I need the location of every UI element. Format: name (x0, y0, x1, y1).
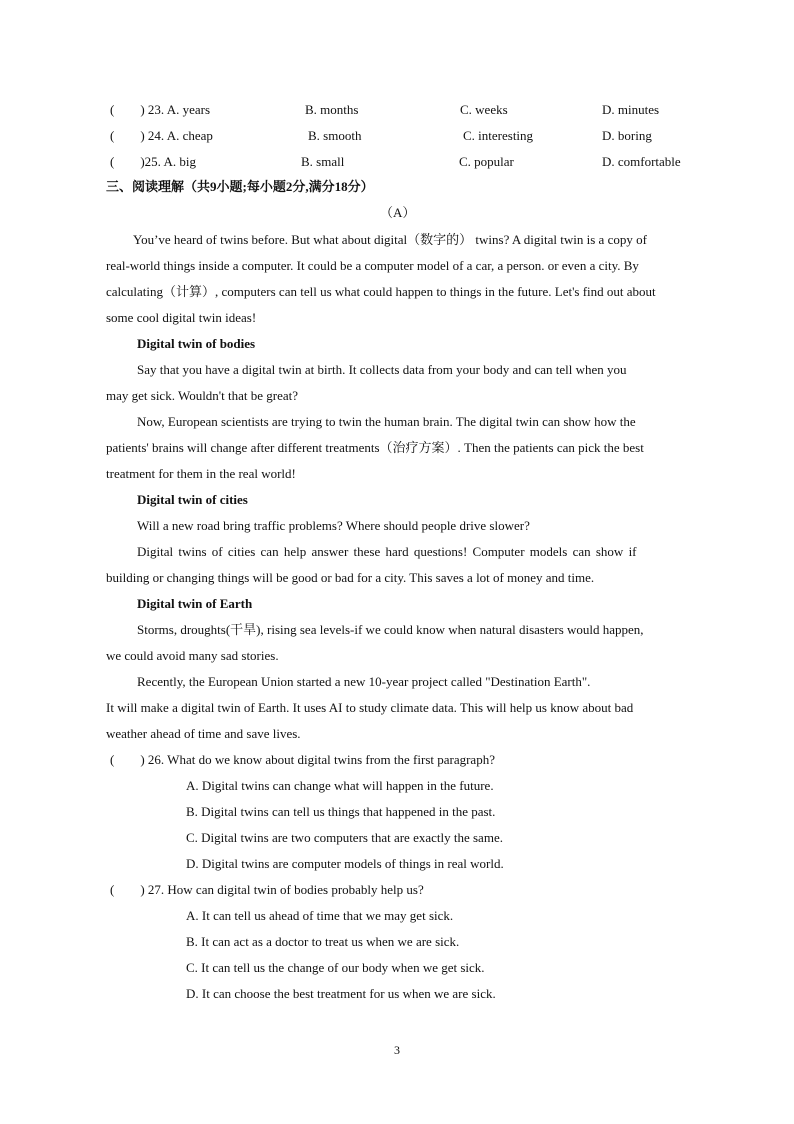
earth-line-5: weather ahead of time and save lives. (106, 726, 301, 741)
question-26-option-d: D. Digital twins are computer models of things in real world. (186, 856, 504, 871)
cities-line-3: building or changing things will be good or bad for a city. This saves a lot of money and time. (106, 570, 595, 585)
intro-line-2: real-world things inside a computer. It could be a computer model of a car, a person. or even a city. By (106, 258, 639, 273)
cloze-25-option-a: ( )25. A. big (110, 154, 196, 169)
bodies-line-4: patients' brains will change after different treatments（治疗方案）. Then the patients can pick the best (106, 440, 644, 455)
question-27-option-a: A. It can tell us ahead of time that we may get sick. (186, 908, 454, 923)
cloze-23-option-a: ( ) 23. A. years (110, 102, 211, 117)
question-27-option-d: D. It can choose the best treatment for us when we are sick. (186, 986, 496, 1001)
earth-heading: Digital twin of Earth (137, 596, 253, 611)
bodies-heading: Digital twin of bodies (137, 336, 256, 351)
bodies-line-2: may get sick. Wouldn't that be great? (106, 388, 299, 403)
cloze-24-option-b: B. smooth (308, 128, 362, 143)
cloze-25-option-c: C. popular (459, 154, 514, 169)
question-27-option-b: B. It can act as a doctor to treat us when we are sick. (186, 934, 460, 949)
question-26-option-a: A. Digital twins can change what will happen in the future. (186, 778, 494, 793)
question-26-option-b: B. Digital twins can tell us things that happened in the past. (186, 804, 496, 819)
earth-line-3: Recently, the European Union started a new 10-year project called "Destination Earth". (137, 674, 591, 689)
intro-line-3: calculating（计算）, computers can tell us what could happen to things in the future. Let's find out about (106, 284, 656, 299)
cloze-23-option-b: B. months (305, 102, 359, 117)
cloze-24-option-a: ( ) 24. A. cheap (110, 128, 213, 143)
passage-label: （A） (380, 205, 416, 220)
bodies-line-1: Say that you have a digital twin at birth. It collects data from your body and can tell when you (137, 362, 627, 377)
question-26-stem: ( ) 26. What do we know about digital twins from the first paragraph? (110, 752, 495, 767)
cloze-24-option-d: D. boring (602, 128, 652, 143)
question-27-stem: ( ) 27. How can digital twin of bodies probably help us? (110, 882, 424, 897)
bodies-line-3: Now, European scientists are trying to twin the human brain. The digital twin can show how the (137, 414, 636, 429)
cities-heading: Digital twin of cities (137, 492, 248, 507)
cloze-24-option-c: C. interesting (463, 128, 534, 143)
earth-line-1: Storms, droughts(干旱), rising sea levels-if we could know when natural disasters would happen, (137, 622, 644, 637)
section-heading: 三、阅读理解（共9小题;每小题2分,满分18分） (106, 179, 374, 194)
question-26-option-c: C. Digital twins are two computers that are exactly the same. (186, 830, 503, 845)
earth-line-4: It will make a digital twin of Earth. It uses AI to study climate data. This will help us know about bad (106, 700, 634, 715)
bodies-line-5: treatment for them in the real world! (106, 466, 296, 481)
cloze-25-option-d: D. comfortable (602, 154, 681, 169)
question-27-option-c: C. It can tell us the change of our body when we get sick. (186, 960, 485, 975)
cloze-23-option-c: C. weeks (460, 102, 508, 117)
cities-line-1: Will a new road bring traffic problems? Where should people drive slower? (137, 518, 530, 533)
intro-line-1: You’ve heard of twins before. But what about digital（数字的） twins? A digital twin is a copy of (133, 232, 647, 247)
cloze-23-option-d: D. minutes (602, 102, 660, 117)
earth-line-2: we could avoid many sad stories. (106, 648, 279, 663)
intro-line-4: some cool digital twin ideas! (106, 310, 257, 325)
cloze-25-option-b: B. small (301, 154, 345, 169)
page-number: 3 (394, 1043, 400, 1057)
cities-line-2: Digital twins of cities can help answer these hard questions! Computer models can show if (137, 544, 637, 559)
